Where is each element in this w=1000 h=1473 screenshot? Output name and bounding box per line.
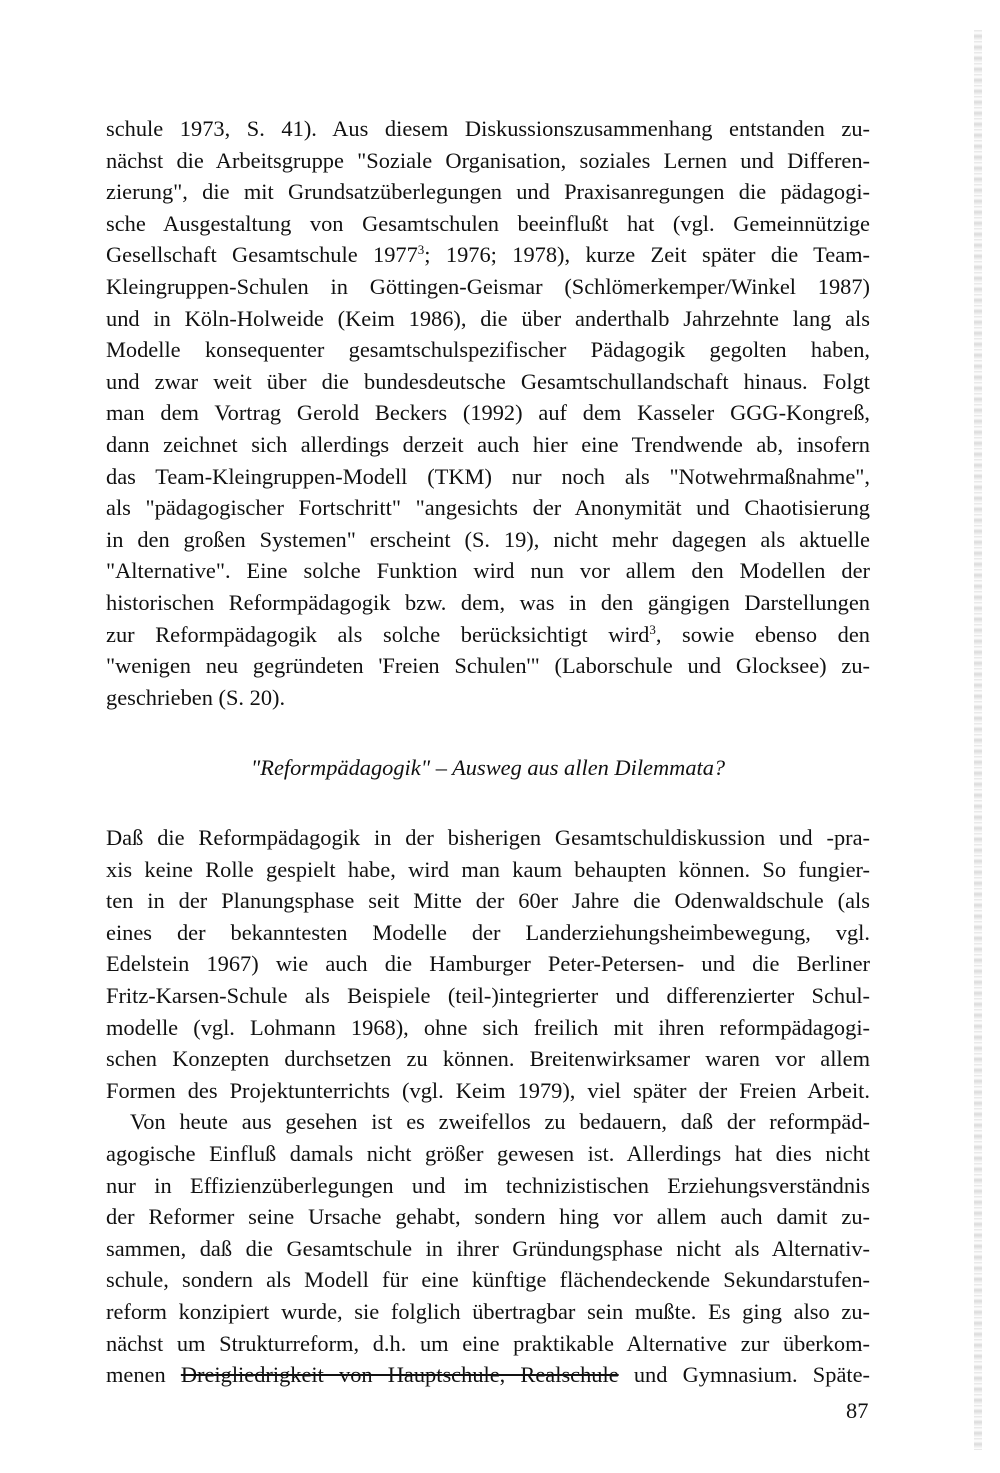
- paragraph-2: [106, 822, 870, 1391]
- text-line: Formen des Projektunterrichts (vgl. Keim 1979), viel später der Freien Arbeit.: [106, 1077, 870, 1103]
- text-line: schule 1973, S. 41). Aus diesem Diskussionszusammenhang entstanden zu-: [106, 116, 870, 141]
- text-line: als "pädagogischer Fortschritt" "angesichts der Anonymität und Chaotisierung: [106, 495, 870, 521]
- text-line: Fritz-Karsen-Schule als Beispiele (teil-)integrierter und differenzierter Schul-: [106, 982, 870, 1008]
- text-line: Edelstein 1967) wie auch die Hamburger Peter-Petersen- und die Berliner: [106, 951, 870, 977]
- text-fragment: und Gymnasium. Späte-: [618, 1362, 870, 1388]
- text-fragment: ; 1976; 1978), kurze Zeit später die Team-: [424, 242, 870, 268]
- text-line: [106, 239, 870, 271]
- text-fragment: zur Reformpädagogik als solche berücksichtigt wird: [106, 621, 650, 647]
- text-fragment: , sowie ebenso den: [655, 621, 871, 647]
- text-line: und zwar weit über die bundesdeutsche Gesamtschullandschaft hinaus. Folgt: [106, 368, 870, 394]
- text-line: historischen Reformpädagogik bzw. dem, was in den gängigen Darstellungen: [106, 589, 870, 615]
- footnote-mark: 3: [649, 621, 656, 637]
- text-line: zierung", die mit Grundsatzüberlegungen und Praxisanregungen die pädagogi-: [106, 179, 870, 205]
- text-line: das Team-Kleingruppen-Modell (TKM) nur noch als "Notwehrmaßnahme",: [106, 463, 870, 489]
- text-line: und in Köln-Holweide (Keim 1986), die über anderthalb Jahrzehnte lang als: [106, 305, 870, 331]
- paragraph-1: [106, 113, 870, 713]
- section-heading: "Reformpädagogik" – Ausweg aus allen Dilemmata?: [250, 755, 726, 780]
- text-line: Daß die Reformpädagogik in der bisherigen Gesamtschuldiskussion und -pra-: [106, 825, 870, 850]
- text-line: Kleingruppen-Schulen in Göttingen-Geismar (Schlömerkemper/Winkel 1987): [106, 273, 870, 299]
- text-line: sche Ausgestaltung von Gesamtschulen beeinflußt hat (vgl. Gemeinnützige: [106, 210, 870, 236]
- footnote-mark: 3: [417, 242, 425, 258]
- text-fragment: Gesellschaft Gesamtschule 1977: [106, 242, 418, 268]
- text-line: in den großen Systemen" erscheint (S. 19), nicht mehr dagegen als aktuelle: [106, 526, 870, 552]
- text-line: Modelle konsequenter gesamtschulspezifischer Pädagogik gegolten haben,: [106, 337, 870, 363]
- text-line: nächst die Arbeitsgruppe "Soziale Organisation, soziales Lernen und Differen-: [106, 147, 870, 173]
- text-line: der Reformer seine Ursache gehabt, sondern hing vor allem auch damit zu-: [106, 1204, 870, 1230]
- page-number: 87: [846, 1398, 869, 1423]
- text-line: [106, 619, 870, 651]
- text-line: "wenigen neu gegründeten 'Freien Schulen'" (Laborschule und Glocksee) zu-: [106, 653, 870, 679]
- text-line: dann zeichnet sich allerdings derzeit auch hier eine Trendwende ab, insofern: [106, 431, 870, 457]
- scan-edge-artifact: [974, 30, 982, 1450]
- text-line: nächst um Strukturreform, d.h. um eine praktikable Alternative zur überkom-: [106, 1330, 870, 1356]
- text-line: schule, sondern als Modell für eine künftige flächendeckende Sekundarstufen-: [106, 1267, 870, 1293]
- text-line: "Alternative". Eine solche Funktion wird nun vor allem den Modellen der: [106, 558, 870, 584]
- text-line: modelle (vgl. Lohmann 1968), ohne sich freilich mit ihren reformpädagogi-: [106, 1014, 870, 1040]
- text-fragment: menen: [106, 1362, 181, 1388]
- text-line: Von heute aus gesehen ist es zweifellos zu bedauern, daß der reformpäd-: [130, 1109, 870, 1135]
- text-line: ten in der Planungsphase seit Mitte der 60er Jahre die Odenwaldschule (als: [106, 888, 870, 914]
- text-line: geschrieben (S. 20).: [106, 684, 286, 710]
- text-line: agogische Einfluß damals nicht größer gewesen ist. Allerdings hat dies nicht: [106, 1140, 870, 1166]
- text-line: schen Konzepten durchsetzen zu können. Breitenwirksamer waren vor allem: [106, 1046, 870, 1072]
- text-line: nur in Effizienzüberlegungen und im technizistischen Erziehungsverständnis: [106, 1172, 870, 1198]
- text-line: sammen, daß die Gesamtschule in ihrer Gründungsphase nicht als Alternativ-: [106, 1235, 870, 1261]
- text-line: xis keine Rolle gespielt habe, wird man kaum behaupten können. So fungier-: [106, 856, 870, 882]
- struck-through-text: Dreigliedrigkeit von Hauptschule, Realschule: [180, 1362, 619, 1388]
- text-line: reform konzipiert wurde, sie folglich übertragbar sein mußte. Es ging also zu-: [106, 1298, 870, 1324]
- text-line: eines der bekanntesten Modelle der Landerziehungsheimbewegung, vgl.: [106, 919, 870, 945]
- text-line: [106, 1359, 870, 1391]
- text-line: man dem Vortrag Gerold Beckers (1992) auf dem Kasseler GGG-Kongreß,: [106, 400, 870, 426]
